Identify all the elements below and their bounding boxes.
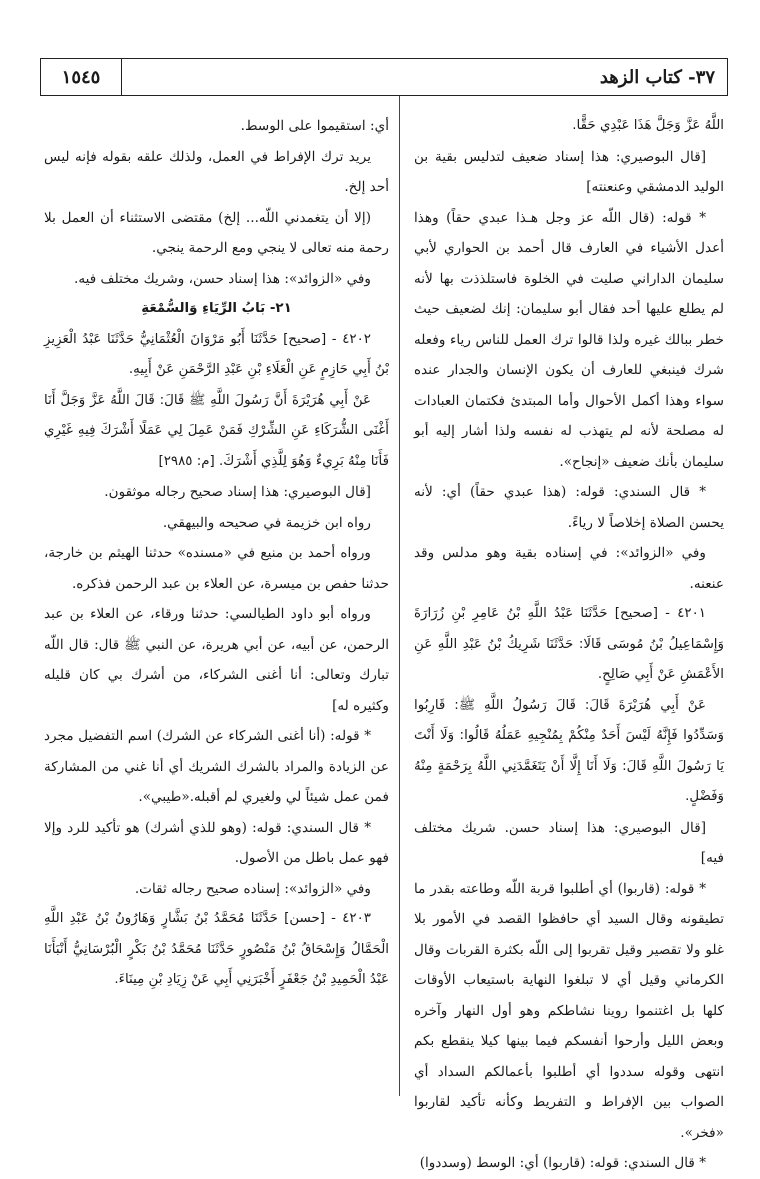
paragraph: ٢١- بَابُ الرِّيَاءِ وَالسُّمْعَةِ xyxy=(141,301,292,316)
paragraph: * قال السندي: قوله: (هذا عبدي حقاً) أي: لأنه يحسن الصلاة إخلاصاً لا رياءً. xyxy=(414,484,724,531)
paragraph: اللَّهُ عَزَّ وَجَلَّ هَذَا عَبْدِي حَقًّا. xyxy=(572,118,724,133)
chapter-title: ٣٧- كتاب الزهد xyxy=(599,66,715,88)
paragraph: وفي «الزوائد»: في إسناده بقية وهو مدلس وقد عنعنه. xyxy=(414,545,724,592)
left-column xyxy=(44,111,389,996)
paragraph: ٤٢٠١ - [صحيح] حَدَّثَنَا عَبْدُ اللَّهِ بْنُ عَامِرِ بْنِ زُرَارَةَ وَإِسْمَاعِيلُ بْنُ مُوسَى قَالَا: حَدَّثَنَا شَرِيكُ بْنُ عَبْدِ اللَّهِ عَنِ الأَعْمَشِ عَنْ أَبِي صَالِحٍ. xyxy=(414,606,724,682)
paragraph: [قال البوصيري: هذا إسناد صحيح رجاله موثقون. xyxy=(104,484,371,500)
paragraph: * قال السندي: قوله: (وهو للذي أشرك) هو تأكيد للرد وإلا فهو عمل باطل من الأصول. xyxy=(44,819,389,866)
paragraph: (إلا أن يتغمدني اللّه... إلخ) مقتضى الاستثناء أن العمل بلا رحمة منه تعالى لا ينجي ومع الرحمة ينجي. xyxy=(44,209,389,256)
paragraph: عَنْ أَبِي هُرَيْرَةَ أَنَّ رَسُولَ اللَّهِ ﷺ قَالَ: قَالَ اللَّهُ عَزَّ وَجَلَّ أَنَا أَغْنَى الشُّرَكَاءِ عَنِ الشِّرْكِ فَمَنْ عَمِلَ لِي عَمَلًا أَشْرَكَ فِيهِ غَيْرِي فَأَنَا مِنْهُ بَرِيءٌ وَهُوَ لِلَّذِي أَشْرَكَ. [م: ٢٩٨٥] xyxy=(44,392,389,469)
paragraph: [قال البوصيري: هذا إسناد ضعيف لتدليس بقية بن الوليد الدمشقي وعنعنته] xyxy=(414,148,724,195)
paragraph: * قوله: (أنا أغنى الشركاء عن الشرك) اسم التفضيل مجرد عن الزيادة والمراد بالشرك الشريك أي أنا غني من المشاركة فمن عمل شيئاً لي ولغيري لم أقبله.«طيبي». xyxy=(44,728,389,805)
paragraph: * قوله: (قاربوا) أي أطلبوا قربة اللّه وطاعته بقدر ما تطيقونه وقال السيد أي حافظوا القصد في الأمور بلا غلو ولا تقصير وقيل تقربوا إلى اللّه بكثرة القربات وقال الكرماني وقيل أي لا تبلغوا النهاية باستيعاب الأوقات كلها بل اغتنموا روينا نشاطكم وهو أول النهار وآخره وبعض الليل وأرحوا أنفسكم فيما بينها كيلا ينقطع بكم انتهى وقوله سددوا أي أطلبوا بأعمالكم السداد أي الصواب بين الإفراط و التفريط وكأنه تأكيد لقاربوا «فخر». xyxy=(414,880,724,1141)
paragraph: ٤٢٠٢ - [صحيح] حَدَّثَنَا أَبُو مَرْوَانَ الْعُثْمَانِيُّ حَدَّثَنَا عَبْدُ الْعَزِيزِ بْنُ أَبِي حَازِمٍ عَنِ الْعَلَاءِ بْنِ عَبْدِ الرَّحْمَنِ عَنْ أَبِيهِ. xyxy=(44,331,389,377)
paragraph: رواه ابن خزيمة في صحيحه والبيهقي. xyxy=(162,514,371,531)
right-column xyxy=(414,111,724,1179)
paragraph: أي: استقيموا على الوسط. xyxy=(240,118,389,134)
paragraph: [قال البوصيري: هذا إسناد حسن. شريك مختلف فيه] xyxy=(414,819,724,866)
paragraph: ورواه أبو داود الطيالسي: حدثنا ورقاء، عن العلاء بن عبد الرحمن، عن أبيه، عن أبي هريرة، عن النبي ﷺ قال: قال اللّه تبارك وتعالى: أنا أغنى الشركاء، من أشرك بي كان قليله وكثيره له] xyxy=(44,606,389,714)
paragraph: ٤٢٠٣ - [حسن] حَدَّثَنَا مُحَمَّدُ بْنُ بَشَّارٍ وَهَارُونُ بْنُ عَبْدِ اللَّهِ الْحَمَّالُ وَإِسْحَاقُ بْنُ مَنْصُورٍ حَدَّثَنَا مُحَمَّدُ بْنُ بَكْرٍ الْبُرْسَانِيُّ أَنْبَأَنَا عَبْدُ الْحَمِيدِ بْنُ جَعْفَرٍ أَخْبَرَنِي أَبِي عَنْ زِيَادِ بْنِ مِينَاءَ. xyxy=(44,911,389,987)
page-header xyxy=(40,58,728,96)
column-divider xyxy=(399,96,400,1096)
paragraph: * قوله: (قال اللّه عز وجل هـذا عبدي حقاً) وهذا أعدل الأشياء في العارف قال أحمد بن الحواري لأبي سليمان الداراني صليت في الخلوة فاستلذذت بها لأنه لم يطلع عليها أحد فقال أبو سليمان: إنك لضعيف حيث خطر ببالك غيره ولذا قالوا ترك العمل للناس رياء وفعله شرك فينبغي للعارف أن يكون الإنسان والجدار عنده سواء وهذا أكمل الأحوال وأما المبتدئ فكتمان العبادات له مصلحة لأنه لم يتهذب له نفسه ولذا أشار إليه أبو سليمان بأنك ضعيف «إنجاح». xyxy=(414,209,724,470)
paragraph: * قال السندي: قوله: (قاربوا) أي: الوسط (وسددوا) xyxy=(419,1155,706,1171)
paragraph: يريد ترك الإفراط في العمل، ولذلك علقه بقوله فإنه ليس أحد إلخ. xyxy=(44,148,389,195)
paragraph: وفي «الزوائد»: هذا إسناد حسن، وشريك مختلف فيه. xyxy=(74,270,371,287)
paragraph: ورواه أحمد بن منيع في «مسنده» حدثنا الهيثم بن خارجة، حدثنا حفص بن ميسرة، عن العلاء بن عبد الرحمن فذكره. xyxy=(44,545,389,592)
paragraph: وفي «الزوائد»: إسناده صحيح رجاله ثقات. xyxy=(134,880,371,897)
paragraph: عَنْ أَبِي هُرَيْرَةَ قَالَ: قَالَ رَسُولُ اللَّهِ ﷺ: قَارِبُوا وَسَدِّدُوا فَإِنَّهُ لَيْسَ أَحَدٌ مِنْكُمْ بِمُنْجِيهِ عَمَلُهُ قَالُوا: وَلَا أَنْتَ يَا رَسُولَ اللَّهِ قَالَ: وَلَا أَنَا إِلَّا أَنْ يَتَغَمَّدَنِي اللَّهُ بِرَحْمَةٍ مِنْهُ وَفَضْلٍ. xyxy=(414,697,724,804)
page-number: ١٥٤٥ xyxy=(41,59,122,95)
